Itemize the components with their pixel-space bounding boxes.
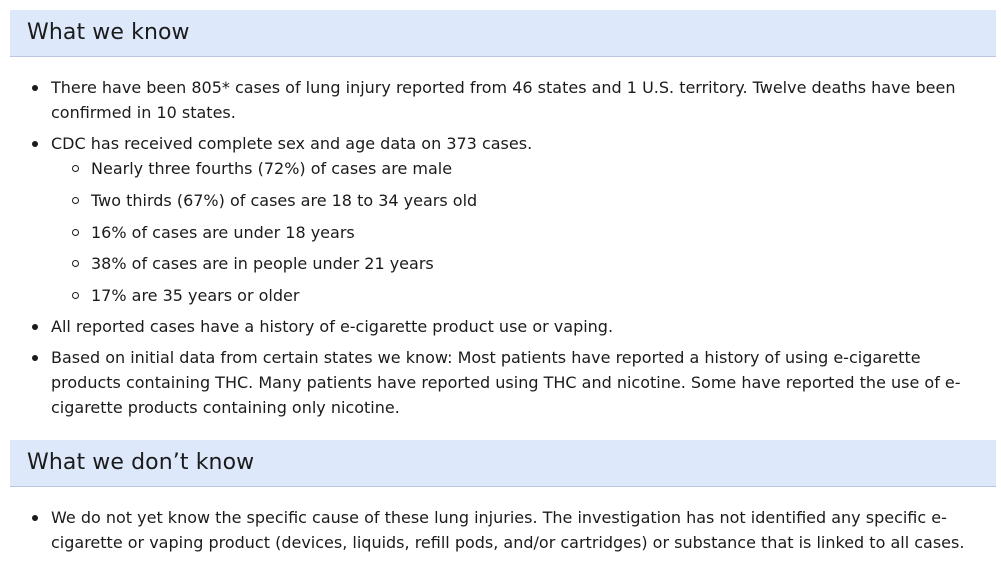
list-item [10, 131, 996, 308]
list-item-text: CDC has received complete sex and age data on 373 cases. [51, 134, 533, 153]
sub-list-item [51, 188, 990, 213]
sub-list-item [51, 251, 990, 276]
what-we-dont-know-title: What we don’t know [27, 450, 255, 475]
what-we-know-section [10, 10, 996, 426]
list-item [10, 345, 996, 420]
sub-list-item-text: 16% of cases are under 18 years [91, 222, 355, 242]
list-item [10, 75, 996, 125]
what-we-dont-know-list [10, 505, 996, 555]
list-item-text: Based on initial data from certain states we know: Most patients have reported a history of using e-cigarette products containing THC. Many patients have reported using THC and nicotine. Some have reported the use of e-cigarette products containing only nicotine. [51, 348, 961, 418]
list-item [10, 314, 996, 339]
what-we-dont-know-header [10, 440, 996, 487]
what-we-know-header [10, 10, 996, 57]
what-we-dont-know-section [10, 440, 996, 561]
sub-list-item-text: Two thirds (67%) of cases are 18 to 34 years old [91, 190, 478, 210]
list-item-text: We do not yet know the specific cause of these lung injuries. The investigation has not identified any specific e-cigarette or vaping product (devices, liquids, refill pods, and/or cartridges) or substance that is linked to all cases. [51, 508, 965, 552]
sex-age-sublist [51, 156, 990, 308]
sub-list-item [51, 220, 990, 245]
sub-list-item-text: Nearly three fourths (72%) of cases are male [91, 159, 453, 178]
list-item-text: All reported cases have a history of e-cigarette product use or vaping. [51, 317, 614, 337]
what-we-know-title: What we know [27, 20, 190, 45]
list-item [10, 505, 996, 555]
sub-list-item-text: 38% of cases are in people under 21 years [91, 254, 434, 274]
sub-list-item [51, 156, 990, 181]
what-we-know-list [10, 75, 996, 420]
sub-list-item [51, 283, 990, 308]
list-item-text: There have been 805* cases of lung injury reported from 46 states and 1 U.S. territory. Twelve deaths have been confirmed in 10 states. [51, 78, 956, 122]
sub-list-item-text: 17% are 35 years or older [91, 286, 300, 306]
